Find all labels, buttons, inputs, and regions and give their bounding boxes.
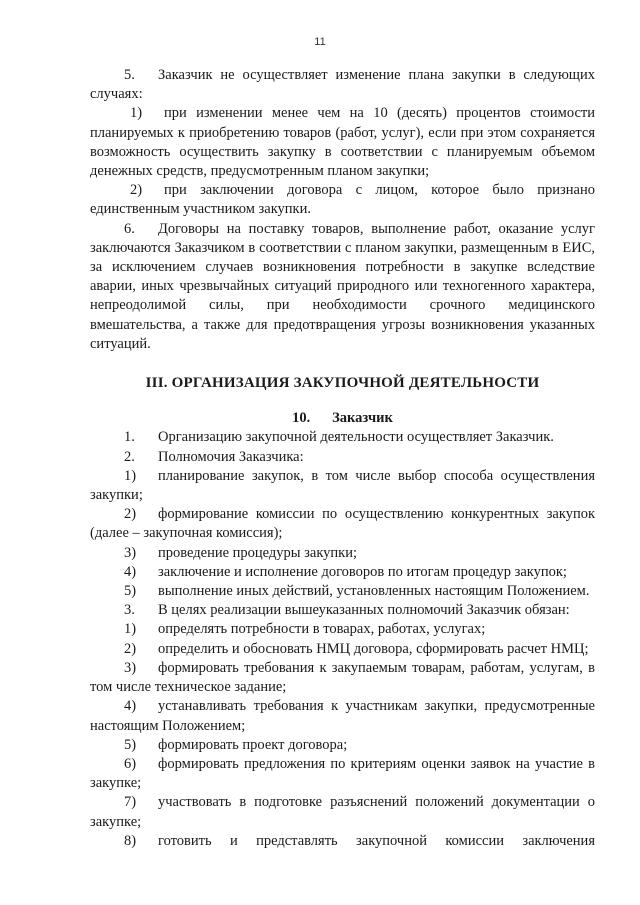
clause-marker: 8) (124, 832, 137, 849)
list-item (90, 832, 595, 851)
list-item (90, 640, 595, 659)
clause-text: проведение процедуры закупки; (158, 544, 358, 561)
clause-marker: 6) (124, 755, 137, 772)
list-item (90, 620, 595, 639)
clause-text: формировать проект договора; (158, 736, 348, 753)
clause-marker: 3) (124, 659, 137, 676)
clause-text: Организацию закупочной деятельности осуществляет Заказчик. (158, 429, 554, 446)
clause-text: планирование закупок, в том числе выбор способа осуществления закупки; (90, 467, 595, 504)
clause-text: заключение и исполнение договоров по итогам процедур закупок; (158, 563, 567, 580)
list-item (90, 601, 595, 620)
clause-text: формирование комиссии по осуществлению конкурентных закупок (далее – закупочная комиссия); (90, 506, 595, 542)
clause-marker: 6. (124, 220, 135, 237)
clause-marker: 3) (124, 544, 137, 561)
clause-marker: 7) (124, 794, 137, 811)
list-item (90, 582, 595, 601)
document-body (90, 66, 595, 851)
list-item (90, 736, 595, 755)
clause-text: готовить и представлять закупочной комиссии заключения (158, 832, 595, 849)
clause-text: при изменении менее чем на 10 (десять) процентов стоимости планируемых к приобретению товаров (работ, услуг), если при этом сохраняется возможность осуществить закупку в соответствии с планируемым объемом денежных средств, предусмотренным планом закупки; (90, 105, 595, 180)
clause-5-item-1 (90, 104, 595, 181)
clause-marker: 2) (124, 640, 137, 657)
clause-marker: 1) (124, 621, 137, 638)
clause-marker: 4) (124, 698, 137, 715)
list-item (90, 755, 595, 793)
clause-text: участвовать в подготовке разъяснений положений документации о закупке; (90, 794, 595, 830)
clause-marker: 5) (124, 583, 137, 600)
list-item (90, 697, 595, 735)
clause-text: определить и обосновать НМЦ договора, сформировать расчет НМЦ; (158, 640, 589, 657)
list-item (90, 467, 595, 505)
clause-marker: 3. (124, 602, 135, 619)
clause-marker: 1) (124, 467, 137, 484)
clause-text: устанавливать требования к участникам закупки, предусмотренные настоящим Положением; (90, 698, 595, 734)
page-number: 11 (314, 36, 326, 48)
section-title: III. ОРГАНИЗАЦИЯ ЗАКУПОЧНОЙ ДЕЯТЕЛЬНОСТИ (145, 375, 540, 392)
clause-marker: 2. (124, 448, 135, 465)
clause-marker: 1) (130, 105, 143, 122)
clause-5 (90, 66, 595, 104)
clause-marker: 4) (124, 563, 137, 580)
list-item (90, 428, 595, 447)
list-item (90, 563, 595, 582)
clause-text: Заказчик не осуществляет изменение плана закупки в следующих случаях: (90, 67, 595, 103)
clause-marker: 5) (124, 736, 137, 753)
clause-text: определять потребности в товарах, работах, услугах; (158, 621, 486, 638)
clause-text: Договоры на поставку товаров, выполнение работ, оказание услуг заключаются Заказчиком в соответствии с планом закупки, размещенным в ЕИС, за исключением случаев возникновения потребности в закупке вследствие аварии, иных чрезвычайных ситуаций природного или техногенного характера, непреодолимой силы, при необходимости срочного медицинского вмешательства, а также для предотвращения угрозы возникновения указанных ситуаций. (90, 220, 595, 352)
clause-text: при заключении договора с лицом, которое было признано единственным участником закупки. (90, 182, 595, 218)
clause-text: выполнение иных действий, установленных настоящим Положением. (158, 583, 590, 600)
clause-marker: 2) (130, 182, 143, 199)
clause-text: Полномочия Заказчика: (158, 448, 304, 465)
list-item (90, 448, 595, 467)
clause-text: формировать требования к закупаемым товарам, работам, услугам, в том числе техническое задание; (90, 659, 595, 696)
subsection-title (90, 409, 595, 428)
clause-marker: 5. (124, 67, 135, 83)
list-item (90, 659, 595, 697)
subsection-name: Заказчик (332, 410, 393, 427)
list-item (90, 544, 595, 563)
clause-marker: 2) (124, 506, 137, 523)
clause-5-item-2 (90, 181, 595, 219)
clause-marker: 1. (124, 429, 135, 446)
clause-6 (90, 220, 595, 354)
clause-text: формировать предложения по критериям оценки заявок на участие в закупке; (90, 755, 595, 792)
clause-text: В целях реализации вышеуказанных полномочий Заказчик обязан: (158, 602, 570, 619)
list-item (90, 793, 595, 831)
subsection-number: 10. (292, 410, 311, 427)
list-item (90, 505, 595, 543)
